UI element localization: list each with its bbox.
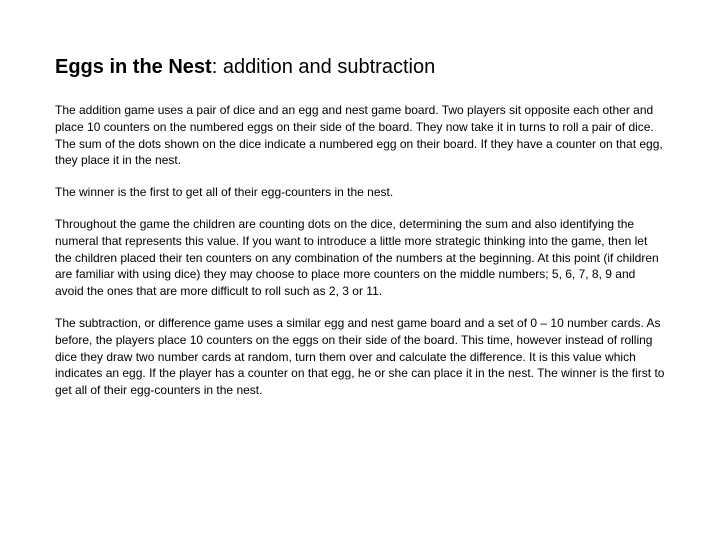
paragraph-strategy: Throughout the game the children are counting dots on the dice, determining the sum and also identifying the numeral that represents this value. If you want to introduce a little more strategic thinking into the game, then let the children placed their ten counters on any combination of the numbers at the beginning. At this point (if children are familiar with using dice) they may choose to place more counters on the middle numbers; 5, 6, 7, 8, 9 and avoid the ones that are more difficult to roll such as 2, 3 or 11. <box>55 216 659 299</box>
body-text <box>55 102 667 414</box>
title-bold-part: Eggs in the Nest <box>55 56 212 78</box>
paragraph-subtraction-game: The subtraction, or difference game uses a similar egg and nest game board and a set of 0 – 10 number cards. As before, the players place 10 counters on the eggs on their side of the board. This time, however instead of rolling dice they draw two number cards at random, turn them over and calculate the difference. It is this value which indicates an egg. If the player has a counter on that egg, he or she can place it in the nest. The winner is the first to get all of their egg-counters in the nest. <box>55 315 665 398</box>
paragraph-addition-game: The addition game uses a pair of dice and an egg and nest game board. Two players sit opposite each other and place 10 counters on the numbered eggs on their side of the board. They now take it in turns to roll a pair of dice. The sum of the dots shown on the dice indicate a numbered egg on their board. If they have a counter on that egg, they place it in the nest. <box>55 103 663 168</box>
slide-title <box>55 54 675 80</box>
title-rest-part: : addition and subtraction <box>211 56 436 78</box>
paragraph-winner: The winner is the first to get all of their egg-counters in the nest. <box>55 185 394 200</box>
